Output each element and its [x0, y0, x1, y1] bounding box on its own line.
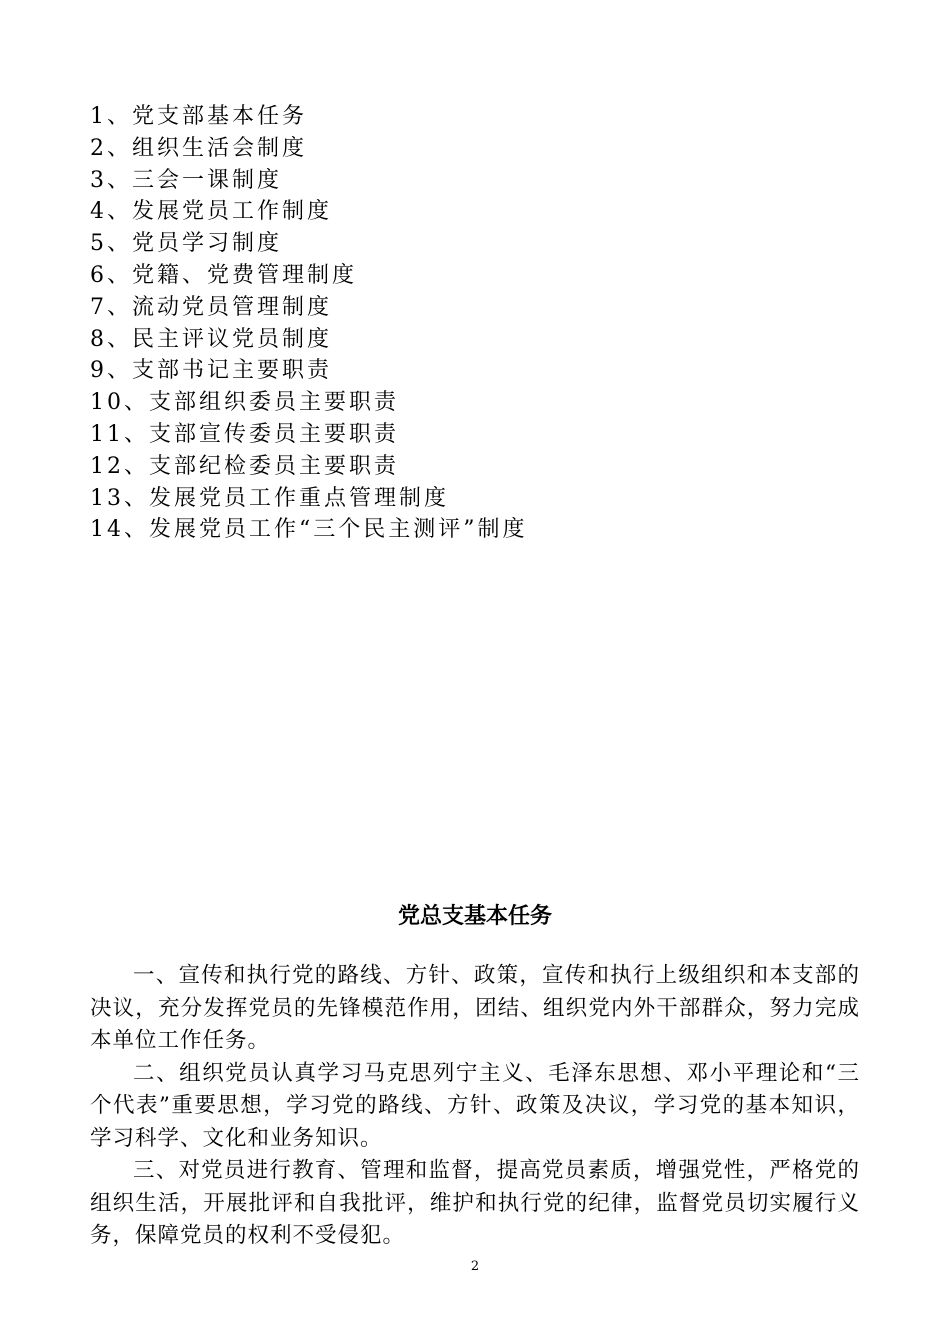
- toc-item: 1、党支部基本任务: [90, 104, 307, 129]
- toc-item: 11、支部宣传委员主要职责: [90, 421, 399, 447]
- body-paragraph: 二、组织党员认真学习马克思列宁主义、毛泽东思想、邓小平理论和“三个代表”重要思想，学习党的路线、方针、政策及决议，学习党的基本知识，学习科学、文化和业务知识。: [90, 1060, 860, 1151]
- toc-item: 10、支部组织委员主要职责: [90, 390, 399, 416]
- toc-item: 5、党员学习制度: [90, 231, 282, 257]
- table-of-contents: [90, 101, 528, 546]
- body-paragraph: 三、对党员进行教育、管理和监督，提高党员素质，增强党性，严格党的组织生活，开展批评和自我批评，维护和执行党的纪律，监督党员切实履行义务，保障党员的权利不受侵犯。: [90, 1158, 860, 1248]
- toc-item: 2、组织生活会制度: [90, 135, 307, 161]
- toc-item: 8、民主评议党员制度: [90, 326, 332, 352]
- page-number: 2: [470, 1259, 480, 1274]
- toc-item: 12、支部纪检委员主要职责: [90, 453, 399, 479]
- toc-item: 4、发展党员工作制度: [90, 199, 332, 225]
- toc-item: 7、流动党员管理制度: [90, 294, 332, 320]
- section-body: [90, 960, 860, 1253]
- toc-item: 6、党籍、党费管理制度: [90, 262, 357, 288]
- body-paragraph: 一、宣传和执行党的路线、方针、政策，宣传和执行上级组织和本支部的决议，充分发挥党员的先锋模范作用，团结、组织党内外干部群众，努力完成本单位工作任务。: [90, 963, 860, 1053]
- toc-item: 3、三会一课制度: [90, 167, 282, 193]
- toc-item: 9、支部书记主要职责: [90, 358, 332, 384]
- section-title: 党总支基本任务: [397, 903, 552, 929]
- toc-item: 13、发展党员工作重点管理制度: [90, 485, 449, 511]
- toc-item: 14、发展党员工作“三个民主测评”制度: [90, 517, 528, 543]
